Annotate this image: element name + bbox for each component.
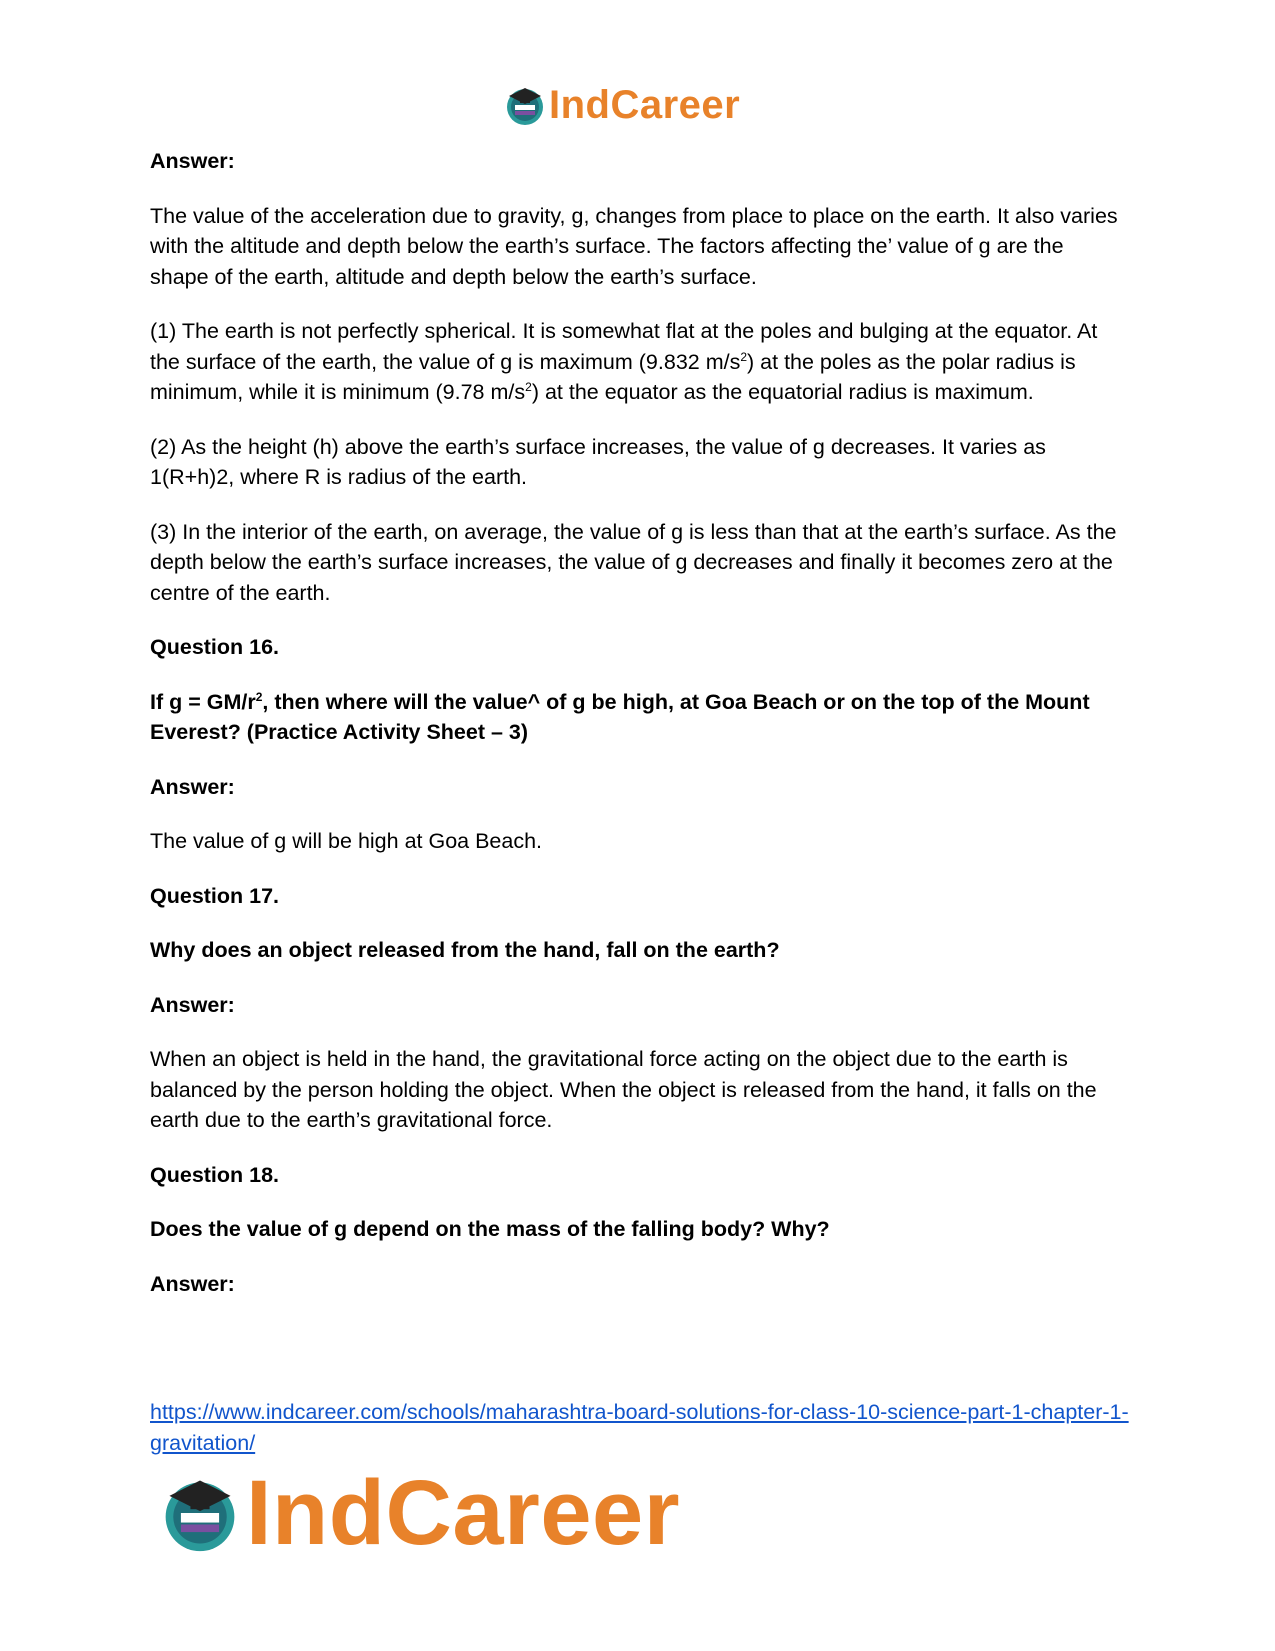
answer-label: Answer: <box>150 149 235 173</box>
text-run: (1) The earth is not perfectly spherical. It is somewhat flat at the poles and bulging at the equator. At the surface of the earth, the value of g is maximum (9.832 m/s <box>150 319 1098 374</box>
superscript: 2 <box>740 349 748 364</box>
text-run: , then where will the value^ of g be high, at Goa Beach or on the top of the Mount Everest? (Practice Activity Sheet – 3) <box>150 689 1090 744</box>
answer-paragraph: The value of g will be high at Goa Beach. <box>150 829 543 853</box>
answer-paragraph: The value of the acceleration due to gravity, g, changes from place to place on the earth. It also varies with the altitude and depth below the earth’s surface. The factors affecting the’ value of g are the shape of the earth, altitude and depth below the earth’s surface. <box>150 203 1118 289</box>
source-link[interactable]: https://www.indcareer.com/schools/maharashtra-board-solutions-for-class-10-science-part-1-chapter-1-gravitation/ <box>150 1400 1129 1455</box>
footer-logo-text: IndCareer <box>246 1462 680 1564</box>
text-run: ) at the poles as the polar radius is minimum, while it is minimum (9.78 m/s <box>150 349 1076 404</box>
question-text: Why does an object released from the hand, fall on the earth? <box>150 938 780 962</box>
footer-logo <box>158 1462 680 1564</box>
answer-label: Answer: <box>150 774 235 799</box>
question-text: Does the value of g depend on the mass of the falling body? Why? <box>150 1217 830 1241</box>
question-text <box>150 687 1125 748</box>
answer-paragraph-point-3: (3) In the interior of the earth, on average, the value of g is less than that at the earth’s surface. As the depth below the earth’s surface increases, the value of g decreases and finally it becomes zero at the centre of the earth. <box>150 519 1117 605</box>
graduation-cap-globe-icon <box>503 83 547 127</box>
superscript: 2 <box>525 379 532 394</box>
text-run: If g = GM/r <box>150 689 256 714</box>
graduation-cap-globe-icon <box>158 1471 242 1555</box>
document-body <box>150 146 1125 1323</box>
question-label: Question 17. <box>150 883 280 908</box>
answer-paragraph-point-1 <box>150 316 1125 408</box>
question-label: Question 16. <box>150 635 280 659</box>
answer-paragraph: When an object is held in the hand, the gravitational force acting on the object due to the earth is balanced by the person holding the object. When the object is released from the hand, it falls on the earth due to the earth’s gravitational force. <box>150 1047 1097 1132</box>
answer-paragraph-point-2: (2) As the height (h) above the earth’s surface increases, the value of g decreases. It varies as 1(R+h)2, where R is radius of the earth. <box>150 434 1046 489</box>
answer-label: Answer: <box>150 1271 235 1296</box>
header-logo <box>503 80 740 130</box>
question-label: Question 18. <box>150 1162 280 1187</box>
superscript: 2 <box>255 689 263 704</box>
header-logo-text: IndCareer <box>549 83 741 127</box>
text-run: ) at the equator as the equatorial radius is maximum. <box>531 380 1034 404</box>
answer-label: Answer: <box>150 992 235 1017</box>
